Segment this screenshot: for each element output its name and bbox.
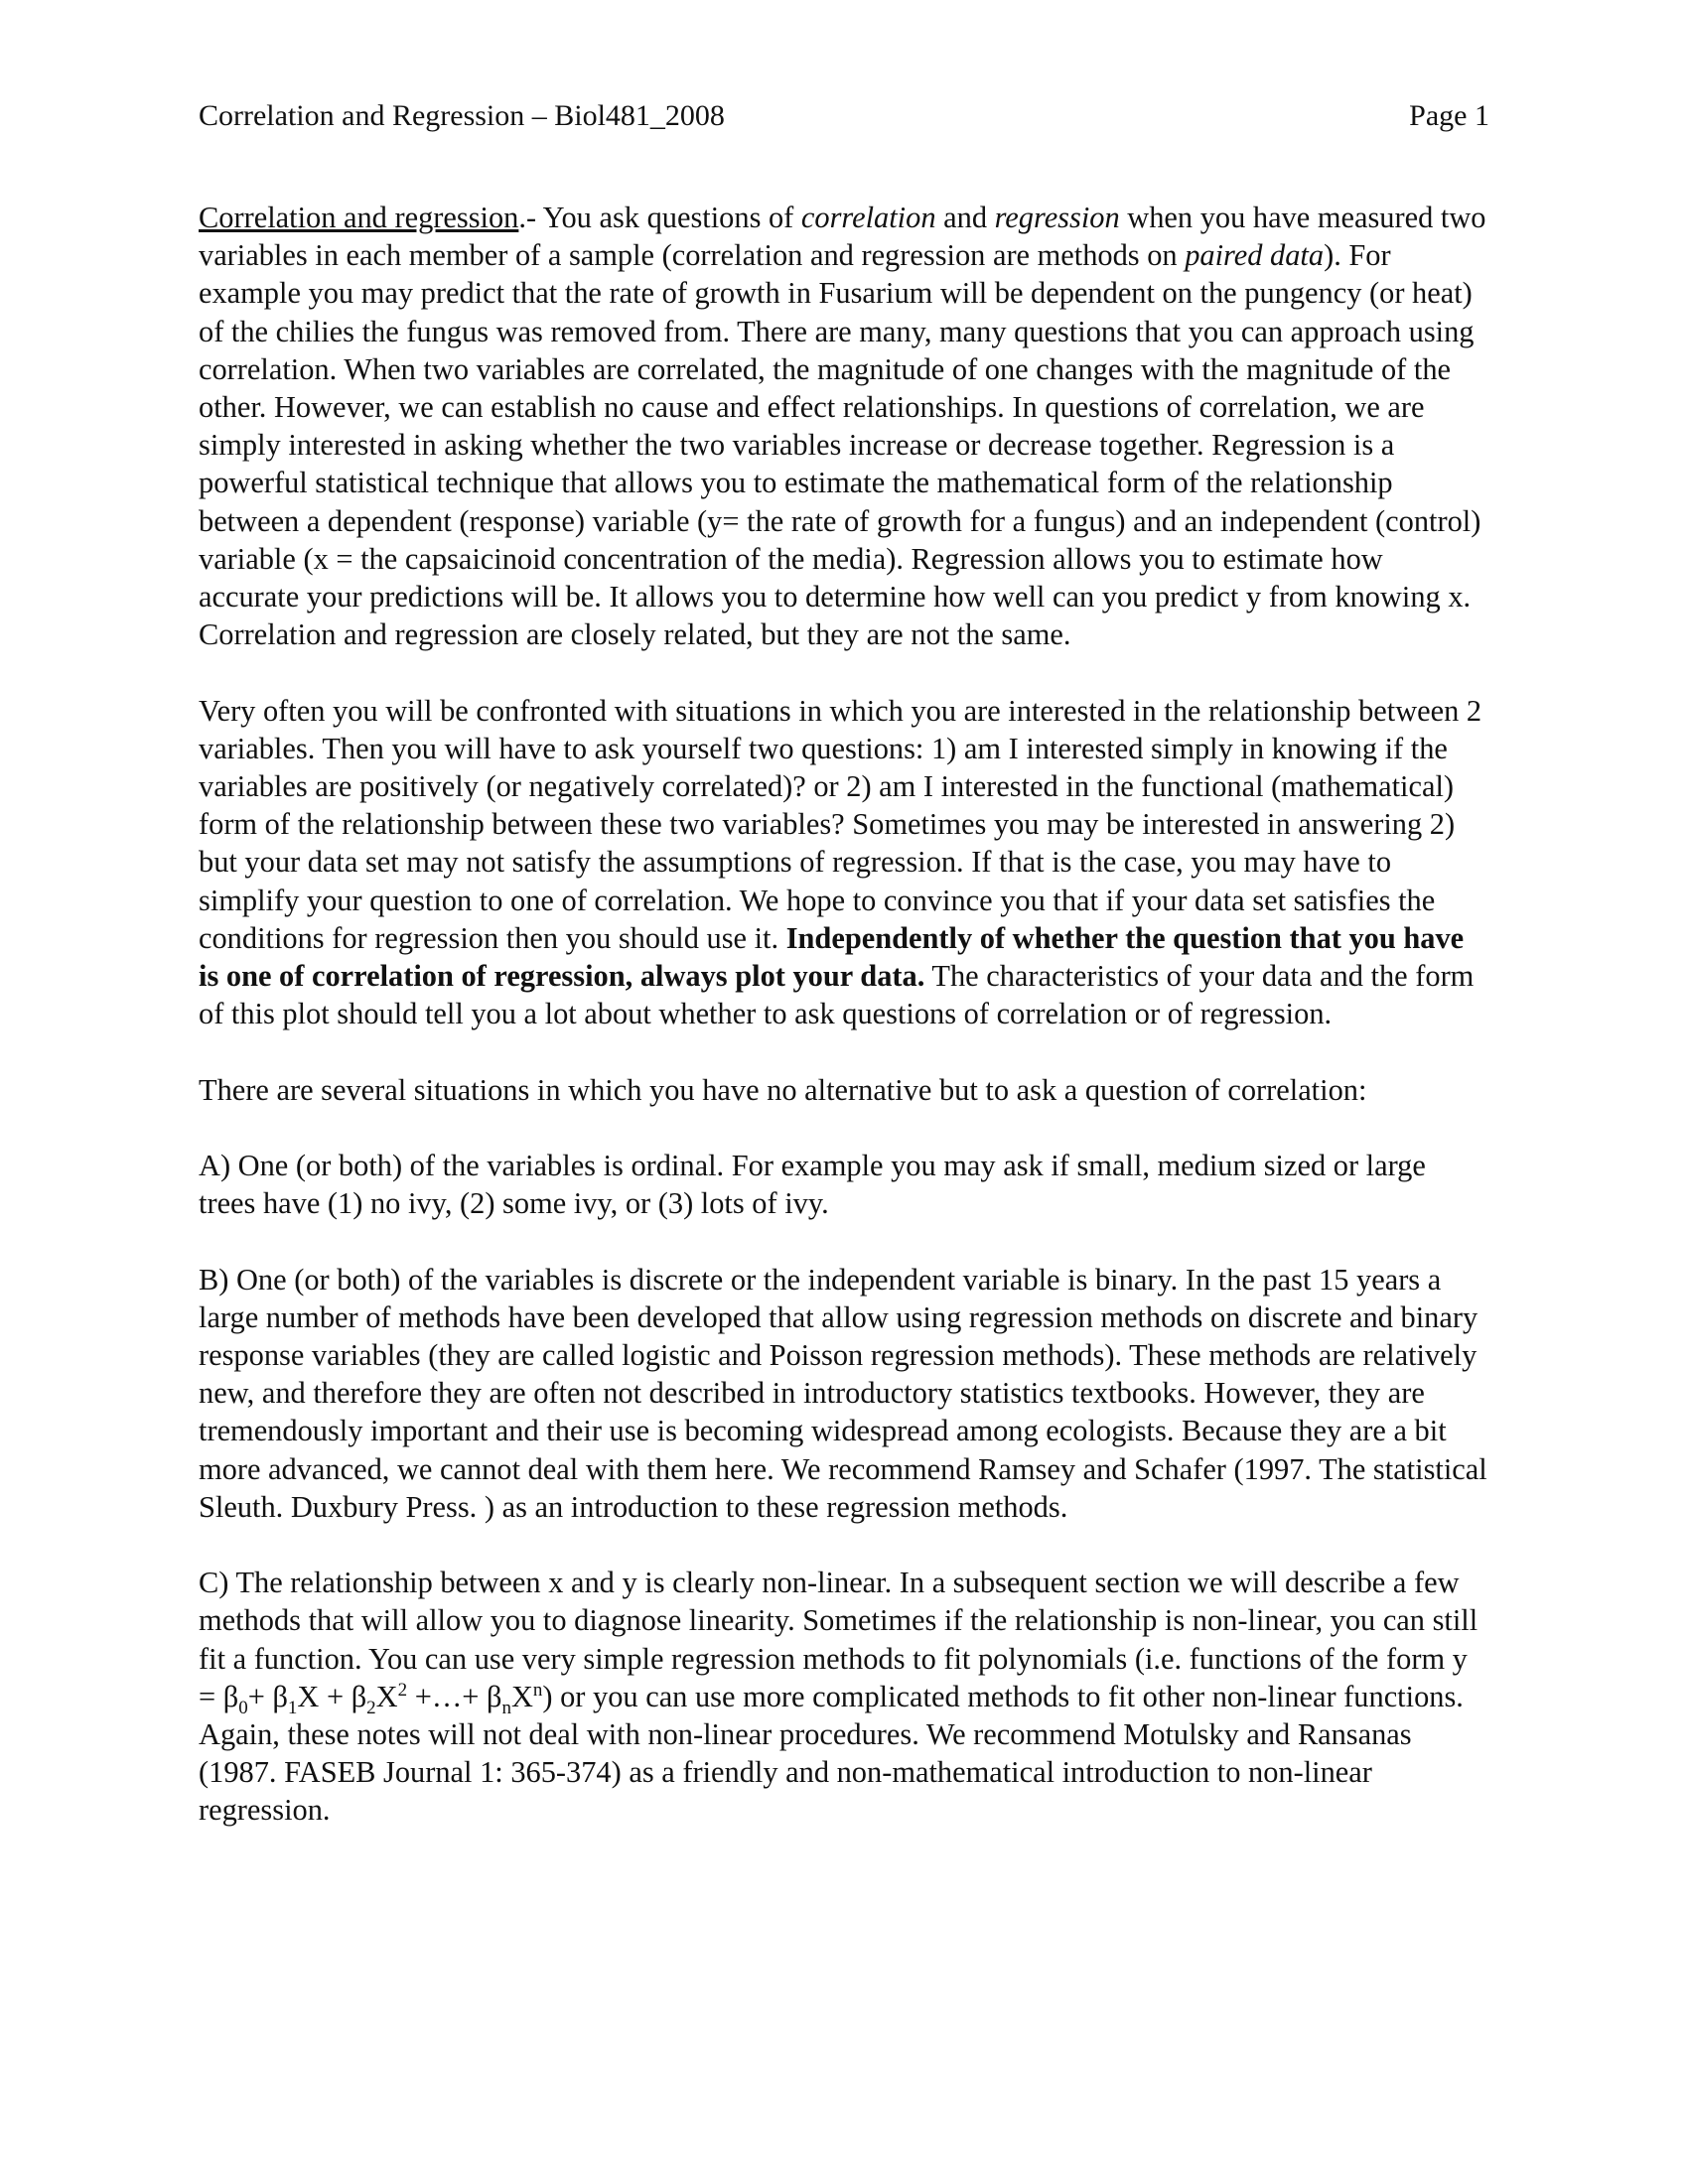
subscript: n	[501, 1697, 511, 1718]
header-title: Correlation and Regression – Biol481_2008	[199, 99, 725, 132]
bold-statement: Independently of whether the question that you have is one of correlation of regression, always plot your data.	[199, 920, 1465, 994]
text-run: + β	[247, 1679, 288, 1713]
subscript: 1	[287, 1697, 298, 1718]
subscript: 2	[366, 1697, 376, 1718]
text-run: Very often you will be confronted with situations in which you are interested in the relationship between 2 variables. Then you will have to ask yourself two questions: 1) am I interested simply in knowing if the variables are positively (or negatively correlated)? or 2) am I interested in the functional (mathematical) form of the relationship between these two variables? Sometimes you may be interested in answering 2) but your data set may not satisfy the assumptions of regression. If that is the case, you may have to simplify your question to one of correlation. We hope to convince you that if your data set satisfies the conditions for regression then you should use it.	[199, 693, 1482, 955]
page-header	[199, 97, 1489, 137]
paragraph-two-questions	[199, 692, 1489, 1033]
text-run: when you have measured two variables in each member of a sample (correlation and regression are methods on	[199, 201, 1486, 273]
text-run: C) The relationship between x and y is clearly non-linear. In a subsequent section we will describe a few methods that will allow you to diagnose linearity. Sometimes if the relationship is non-linear, you can still fit a function. You can use very simple regression methods to fit polynomials (i.e. functions of the form y = β	[199, 1566, 1478, 1713]
list-item-a: A) One (or both) of the variables is ordinal. For example you may ask if small, medium sized or large trees have (1) no ivy, (2) some ivy, or (3) lots of ivy.	[199, 1149, 1426, 1221]
text-run: X	[375, 1679, 398, 1713]
text-run: The characteristics of your data and the form of this plot should tell you a lot about whether to ask questions of correlation or of regression.	[199, 959, 1475, 1031]
subscript: 0	[238, 1697, 248, 1718]
text-run: X + β	[297, 1679, 367, 1713]
text-run: ) or you can use more complicated methods to fit other non-linear functions. Again, these notes will not deal with non-linear procedures. We recommend Motulsky and Ransanas (1987. FASEB Journal 1: 365-374) as a friendly and non-mathematical introduction to non-linear regression.	[199, 1679, 1464, 1828]
list-item-c	[199, 1564, 1489, 1829]
superscript: 2	[397, 1679, 408, 1701]
emphasis: regression	[994, 201, 1120, 234]
text-run: .- You ask questions of	[518, 201, 801, 234]
text-run: X	[510, 1679, 533, 1713]
superscript: n	[532, 1679, 543, 1701]
section-heading: Correlation and regression	[199, 201, 519, 234]
text-run: and	[935, 201, 995, 234]
page-number: Page 1	[1409, 99, 1489, 132]
emphasis: correlation	[800, 201, 936, 234]
text-run: ). For example you may predict that the rate of growth in Fusarium will be dependent on the pungency (or heat) of the chilies the fungus was removed from. There are many, many questions that you can approach using correlation. When two variables are correlated, the magnitude of one changes with the magnitude of the other. However, we can establish no cause and effect relationships. In questions of correlation, we are simply interested in asking whether the two variables increase or decrease together. Regression is a powerful statistical technique that allows you to estimate the mathematical form of the relationship between a dependent (response) variable (y= the rate of growth for a fungus) and an independent (control) variable (x = the capsaicinoid concentration of the media). Regression allows you to estimate how accurate your predictions will be. It allows you to determine how well can you predict y from knowing x. Correlation and regression are closely related, but they are not the same.	[199, 238, 1481, 652]
paragraph-intro	[199, 199, 1489, 653]
document-body	[199, 199, 1489, 1867]
emphasis: paired data	[1185, 238, 1325, 273]
text-run: +…+ β	[407, 1679, 502, 1713]
paragraph-situations: There are several situations in which you have no alternative but to ask a question of correlation:	[199, 1072, 1367, 1107]
list-item-b: B) One (or both) of the variables is discrete or the independent variable is binary. In the past 15 years a large number of methods have been developed that allow using regression methods on discrete and binary response variables (they are called logistic and Poisson regression methods). These methods are relatively new, and therefore they are often not described in introductory statistics textbooks. However, they are tremendously important and their use is becoming widespread among ecologists. Because they are a bit more advanced, we cannot deal with them here. We recommend Ramsey and Schafer (1997. The statistical Sleuth. Duxbury Press. ) as an introduction to these regression methods.	[199, 1262, 1487, 1524]
